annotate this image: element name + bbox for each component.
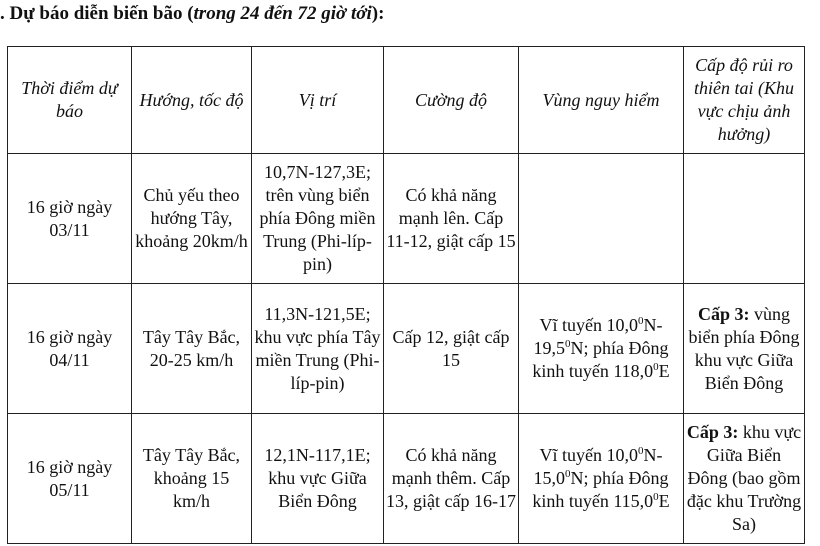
cell-position: 12,1N-117,1E; khu vực Giữa Biển Đông <box>252 414 384 544</box>
header-time: Thời điểm dự báo <box>8 47 132 154</box>
cell-risk-level: Cấp 3: vùng biển phía Đông khu vực Giữa Biển Đông <box>684 284 805 414</box>
cell-position: 10,7N-127,3E; trên vùng biển phía Đông miền Trung (Phi-líp-pin) <box>252 154 384 284</box>
cell-risk-level <box>684 154 805 284</box>
table-row <box>8 414 805 544</box>
cell-direction: Tây Tây Bắc, khoảng 15 km/h <box>132 414 252 544</box>
cell-direction: Chủ yếu theo hướng Tây, khoảng 20km/h <box>132 154 252 284</box>
cell-position: 11,3N-121,5E; khu vực phía Tây miền Trung (Phi-líp-pin) <box>252 284 384 414</box>
table-header-row <box>8 47 805 154</box>
cell-danger-zone: Vĩ tuyến 10,0$^0$N-15,0$^0$N; phía Đông kinh tuyến 115,0$^0$E <box>519 414 684 544</box>
section-heading <box>0 3 384 25</box>
cell-risk-level: Cấp 3: khu vực Giữa Biển Đông (bao gồm đặc khu Trường Sa) <box>684 414 805 544</box>
cell-time: 16 giờ ngày 04/11 <box>8 284 132 414</box>
header-direction: Hướng, tốc độ <box>132 47 252 154</box>
storm-forecast-table <box>7 46 805 544</box>
cell-danger-zone: Vĩ tuyến 10,0$^0$N-19,5$^0$N; phía Đông kinh tuyến 118,0$^0$E <box>519 284 684 414</box>
table-row <box>8 284 805 414</box>
heading-italic: trong 24 đến 72 giờ tới <box>193 3 372 24</box>
header-danger-zone: Vùng nguy hiểm <box>519 47 684 154</box>
header-position: Vị trí <box>252 47 384 154</box>
cell-time: 16 giờ ngày 03/11 <box>8 154 132 284</box>
heading-suffix: ): <box>371 3 385 24</box>
cell-danger-zone <box>519 154 684 284</box>
cell-intensity: Có khả năng mạnh lên. Cấp 11-12, giật cấp 15 <box>384 154 519 284</box>
table-row <box>8 154 805 284</box>
cell-direction: Tây Tây Bắc, 20-25 km/h <box>132 284 252 414</box>
cell-time: 16 giờ ngày 05/11 <box>8 414 132 544</box>
cell-intensity: Có khả năng mạnh thêm. Cấp 13, giật cấp 16-17 <box>384 414 519 544</box>
heading-prefix: . Dự báo diễn biến bão ( <box>0 3 194 24</box>
cell-intensity: Cấp 12, giật cấp 15 <box>384 284 519 414</box>
header-risk-level: Cấp độ rủi ro thiên tai (Khu vực chịu ảnh hưởng) <box>684 47 805 154</box>
header-intensity: Cường độ <box>384 47 519 154</box>
